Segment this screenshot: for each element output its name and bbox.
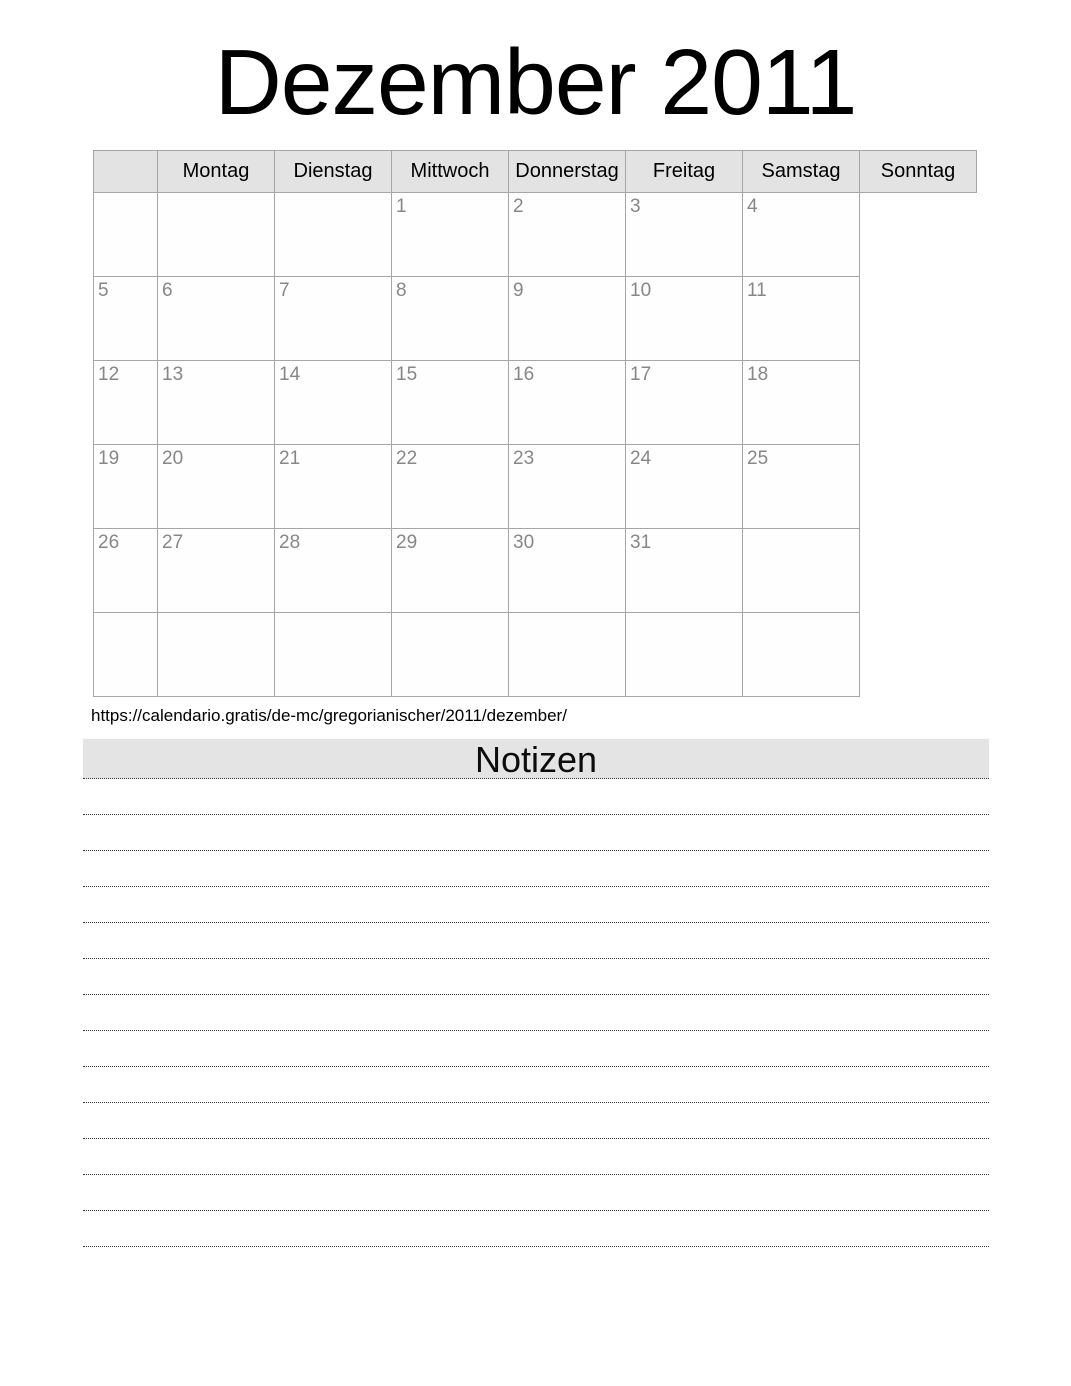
week-row (94, 277, 977, 361)
day-cell-11: 11 (743, 277, 860, 361)
day-cell-empty (743, 613, 860, 697)
day-cell-20: 20 (158, 445, 275, 529)
note-line (83, 815, 989, 851)
source-url: https://calendario.gratis/de-mc/gregorianischer/2011/dezember/ (91, 706, 567, 726)
note-line (83, 1031, 989, 1067)
week-row (94, 529, 977, 613)
day-cell-empty (158, 193, 275, 277)
note-line (83, 1211, 989, 1247)
day-cell-21: 21 (275, 445, 392, 529)
note-line (83, 923, 989, 959)
day-cell-24: 24 (626, 445, 743, 529)
day-cell-29: 29 (392, 529, 509, 613)
day-cell-1: 1 (392, 193, 509, 277)
week-row (94, 193, 977, 277)
day-cell-8: 8 (392, 277, 509, 361)
week-row (94, 445, 977, 529)
weekday-header-mittwoch: Mittwoch (392, 151, 509, 193)
day-cell-16: 16 (509, 361, 626, 445)
day-cell-14: 14 (275, 361, 392, 445)
side-column (94, 151, 158, 193)
day-cell-18: 18 (743, 361, 860, 445)
day-cell-7: 7 (275, 277, 392, 361)
week-row (94, 361, 977, 445)
weekday-header-freitag: Freitag (626, 151, 743, 193)
day-cell-13: 13 (158, 361, 275, 445)
weekday-header-row (94, 151, 977, 193)
day-cell-empty (158, 613, 275, 697)
day-cell-empty (275, 613, 392, 697)
day-cell-empty (94, 193, 158, 277)
day-cell-4: 4 (743, 193, 860, 277)
day-cell-empty (94, 613, 158, 697)
day-cell-31: 31 (626, 529, 743, 613)
note-line (83, 1175, 989, 1211)
day-cell-30: 30 (509, 529, 626, 613)
note-line (83, 851, 989, 887)
day-cell-22: 22 (392, 445, 509, 529)
weekday-header-samstag: Samstag (743, 151, 860, 193)
calendar-body (94, 193, 977, 697)
week-row (94, 613, 977, 697)
notes-section-title: Notizen (83, 739, 989, 779)
day-cell-empty (392, 613, 509, 697)
day-cell-6: 6 (158, 277, 275, 361)
weekday-header-sonntag: Sonntag (860, 151, 977, 193)
day-cell-3: 3 (626, 193, 743, 277)
day-cell-5: 5 (94, 277, 158, 361)
day-cell-2: 2 (509, 193, 626, 277)
weekday-header-montag: Montag (158, 151, 275, 193)
day-cell-empty (743, 529, 860, 613)
weekday-header-donnerstag: Donnerstag (509, 151, 626, 193)
page-title: Dezember 2011 (214, 30, 857, 134)
note-line (83, 959, 989, 995)
day-cell-empty (626, 613, 743, 697)
notes-lines (83, 779, 989, 1247)
weekday-header-dienstag: Dienstag (275, 151, 392, 193)
day-cell-28: 28 (275, 529, 392, 613)
day-cell-9: 9 (509, 277, 626, 361)
day-cell-26: 26 (94, 529, 158, 613)
day-cell-19: 19 (94, 445, 158, 529)
day-cell-empty (275, 193, 392, 277)
day-cell-27: 27 (158, 529, 275, 613)
day-cell-17: 17 (626, 361, 743, 445)
calendar-table (93, 150, 977, 697)
note-line (83, 779, 989, 815)
day-cell-empty (509, 613, 626, 697)
day-cell-23: 23 (509, 445, 626, 529)
day-cell-25: 25 (743, 445, 860, 529)
note-line (83, 887, 989, 923)
note-line (83, 1139, 989, 1175)
note-line (83, 1103, 989, 1139)
day-cell-12: 12 (94, 361, 158, 445)
day-cell-15: 15 (392, 361, 509, 445)
day-cell-10: 10 (626, 277, 743, 361)
note-line (83, 995, 989, 1031)
note-line (83, 1067, 989, 1103)
